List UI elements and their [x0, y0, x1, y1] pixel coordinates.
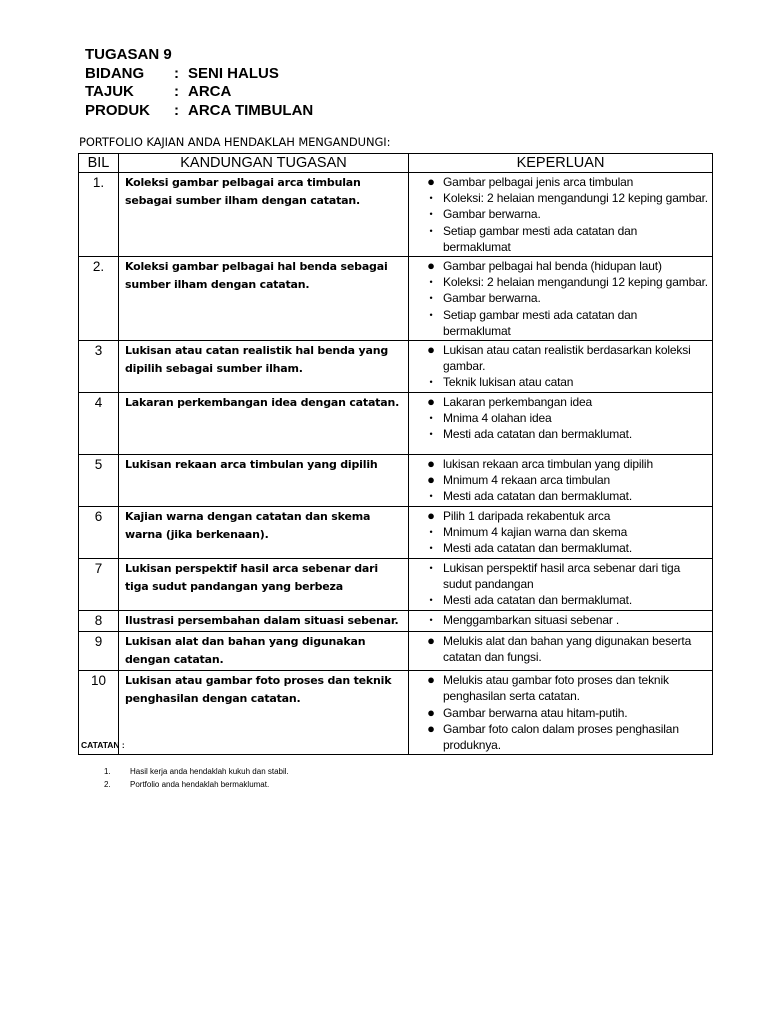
- keperluan-text: Gambar berwarna atau hitam-putih.: [443, 705, 628, 720]
- catatan-item: [104, 765, 289, 778]
- bullet-icon: ●: [427, 174, 435, 189]
- keperluan-text: Lakaran perkembangan idea: [443, 395, 593, 410]
- row-kandungan: Lukisan alat dan bahan yang digunakan dengan catatan.: [119, 632, 409, 671]
- table-row: [79, 455, 713, 507]
- keperluan-text: Mnimum 4 kajian warna dan skema: [443, 525, 628, 540]
- table-row: [79, 559, 713, 611]
- keperluan-list: [419, 342, 708, 391]
- keperluan-text: Mesti ada catatan dan bermaklumat.: [443, 593, 633, 608]
- catatan-item: [104, 778, 289, 791]
- row-kandungan: Lukisan rekaan arca timbulan yang dipilih: [119, 455, 409, 507]
- row-keperluan: [409, 610, 713, 632]
- keperluan-text: Mesti ada catatan dan bermaklumat.: [443, 489, 633, 504]
- keperluan-text: Mnimum 4 rekaan arca timbulan: [443, 473, 611, 488]
- row-kandungan: Lakaran perkembangan idea dengan catatan.: [119, 393, 409, 455]
- header-colon: :: [174, 101, 179, 119]
- keperluan-text: Koleksi: 2 helaian mengandungi 12 keping gambar.: [443, 275, 708, 290]
- row-number: 1.: [79, 173, 119, 257]
- header-value: SENI HALUS: [188, 64, 279, 82]
- keperluan-item: [419, 274, 708, 290]
- bullet-icon: •: [429, 527, 433, 538]
- bullet-icon: •: [429, 277, 433, 288]
- keperluan-item: [419, 612, 708, 628]
- keperluan-text: Gambar berwarna.: [443, 207, 541, 222]
- column-header-kandungan: KANDUNGAN TUGASAN: [119, 154, 409, 173]
- keperluan-item: [419, 206, 708, 222]
- header-row-bidang: [85, 65, 313, 84]
- keperluan-list: [419, 456, 708, 505]
- catatan-title: CATATAN :: [81, 740, 125, 750]
- row-kandungan: Ilustrasi persembahan dalam situasi sebenar.: [119, 610, 409, 632]
- bullet-icon: •: [429, 209, 433, 220]
- keperluan-item: [419, 633, 708, 665]
- table-row: [79, 671, 713, 755]
- header-row-tajuk: [85, 83, 313, 102]
- keperluan-text: Setiap gambar mesti ada catatan dan bermaklumat: [443, 307, 638, 338]
- keperluan-text: Melukis atau gambar foto proses dan teknik penghasilan serta catatan.: [443, 673, 669, 704]
- row-keperluan: [409, 559, 713, 611]
- portfolio-intro: PORTFOLIO KAJIAN ANDA HENDAKLAH MENGANDUNGI:: [79, 135, 391, 149]
- keperluan-item: [419, 721, 708, 753]
- keperluan-text: Mesti ada catatan dan bermaklumat.: [443, 427, 633, 442]
- keperluan-item: [419, 374, 708, 390]
- row-keperluan: [409, 393, 713, 455]
- bullet-icon: •: [429, 413, 433, 424]
- table-row: [79, 632, 713, 671]
- table-body: [79, 173, 713, 755]
- row-kandungan: Lukisan atau catan realistik hal benda yang dipilih sebagai sumber ilham.: [119, 341, 409, 393]
- keperluan-text: Mnima 4 olahan idea: [443, 411, 552, 426]
- bullet-icon: •: [429, 563, 433, 574]
- catatan-number: 1.: [104, 767, 111, 776]
- row-kandungan: Koleksi gambar pelbagai arca timbulan sebagai sumber ilham dengan catatan.: [119, 173, 409, 257]
- keperluan-list: [419, 394, 708, 443]
- row-number: 8: [79, 610, 119, 632]
- keperluan-text: Koleksi: 2 helaian mengandungi 12 keping gambar.: [443, 191, 708, 206]
- header-value: ARCA: [188, 83, 232, 100]
- keperluan-list: [419, 508, 708, 557]
- row-keperluan: [409, 632, 713, 671]
- keperluan-list: [419, 560, 708, 609]
- header-colon: :: [174, 83, 179, 100]
- header-label: BIDANG: [85, 64, 145, 82]
- keperluan-list: [419, 612, 708, 628]
- bullet-icon: •: [429, 543, 433, 554]
- row-kandungan: Lukisan perspektif hasil arca sebenar dari tiga sudut pandangan yang berbeza: [119, 559, 409, 611]
- keperluan-item: [419, 223, 708, 255]
- keperluan-text: Gambar foto calon dalam proses penghasilan produknya.: [443, 721, 679, 752]
- keperluan-item: [419, 426, 708, 442]
- bullet-icon: •: [429, 193, 433, 204]
- keperluan-text: Gambar berwarna.: [443, 291, 541, 306]
- bullet-icon: •: [429, 377, 433, 388]
- bullet-icon: ●: [427, 633, 435, 649]
- keperluan-text: Lukisan perspektif hasil arca sebenar dari tiga sudut pandangan: [443, 561, 681, 592]
- row-kandungan: Lukisan atau gambar foto proses dan teknik penghasilan dengan catatan.: [119, 671, 409, 755]
- header-value: ARCA TIMBULAN: [188, 101, 314, 119]
- keperluan-item: [419, 394, 708, 410]
- bullet-icon: •: [429, 225, 433, 236]
- keperluan-list: [419, 672, 708, 753]
- keperluan-text: Setiap gambar mesti ada catatan dan bermaklumat: [443, 223, 638, 254]
- bullet-icon: ●: [427, 508, 435, 524]
- portfolio-table: [78, 153, 713, 755]
- row-keperluan: [409, 341, 713, 393]
- row-number: 5: [79, 455, 119, 507]
- table-row: [79, 507, 713, 559]
- row-number: 6: [79, 507, 119, 559]
- table-row: [79, 173, 713, 257]
- row-keperluan: [409, 173, 713, 257]
- keperluan-item: [419, 472, 708, 488]
- bullet-icon: •: [429, 429, 433, 440]
- bullet-icon: ●: [427, 456, 435, 472]
- bullet-icon: ●: [427, 394, 435, 410]
- row-keperluan: [409, 257, 713, 341]
- bullet-icon: •: [429, 293, 433, 304]
- keperluan-item: [419, 456, 708, 472]
- row-number: 4: [79, 393, 119, 455]
- bullet-icon: •: [429, 614, 433, 625]
- keperluan-list: [419, 258, 708, 339]
- bullet-icon: •: [429, 309, 433, 320]
- bullet-icon: ●: [427, 342, 435, 358]
- keperluan-item: [419, 488, 708, 504]
- keperluan-list: [419, 633, 708, 665]
- bullet-icon: •: [429, 595, 433, 606]
- row-keperluan: [409, 507, 713, 559]
- header-label: PRODUK: [85, 101, 151, 119]
- keperluan-text: Menggambarkan situasi sebenar .: [443, 612, 620, 627]
- keperluan-item: [419, 540, 708, 556]
- row-keperluan: [409, 671, 713, 755]
- assignment-title: TUGASAN 9: [85, 46, 172, 63]
- keperluan-item: [419, 190, 708, 206]
- keperluan-list: [419, 174, 708, 255]
- keperluan-item: [419, 705, 708, 721]
- keperluan-item: [419, 342, 708, 374]
- catatan-list: [104, 765, 289, 791]
- header-colon: :: [174, 64, 179, 82]
- table-row: [79, 341, 713, 393]
- bullet-icon: ●: [427, 720, 435, 736]
- bullet-icon: ●: [427, 704, 435, 720]
- table-row: [79, 610, 713, 632]
- row-keperluan: [409, 455, 713, 507]
- keperluan-item: [419, 307, 708, 339]
- bullet-icon: ●: [427, 472, 435, 488]
- table-row: [79, 257, 713, 341]
- row-number: 10: [79, 671, 119, 755]
- keperluan-text: Pilih 1 daripada rekabentuk arca: [443, 509, 611, 524]
- catatan-text: Hasil kerja anda hendaklah kukuh dan stabil.: [130, 767, 289, 776]
- header-label: TAJUK: [85, 83, 134, 100]
- keperluan-item: [419, 410, 708, 426]
- keperluan-item: [419, 174, 708, 190]
- keperluan-item: [419, 524, 708, 540]
- bullet-icon: ●: [427, 258, 435, 274]
- row-number: 3: [79, 341, 119, 393]
- keperluan-item: [419, 592, 708, 608]
- keperluan-text: Mesti ada catatan dan bermaklumat.: [443, 541, 633, 556]
- bullet-icon: ●: [427, 672, 435, 688]
- header-row-produk: [85, 102, 313, 121]
- keperluan-text: Teknik lukisan atau catan: [443, 375, 574, 390]
- column-header-bil: BIL: [79, 154, 119, 173]
- keperluan-text: lukisan rekaan arca timbulan yang dipilih: [443, 457, 653, 472]
- keperluan-item: [419, 508, 708, 524]
- keperluan-item: [419, 560, 708, 592]
- row-kandungan: Koleksi gambar pelbagai hal benda sebagai sumber ilham dengan catatan.: [119, 257, 409, 341]
- table-header-row: [79, 154, 713, 173]
- row-number: 2.: [79, 257, 119, 341]
- row-number: 9: [79, 632, 119, 671]
- column-header-keperluan: KEPERLUAN: [409, 154, 713, 173]
- catatan-number: 2.: [104, 780, 111, 789]
- keperluan-text: Gambar pelbagai jenis arca timbulan: [443, 175, 634, 189]
- bullet-icon: •: [429, 491, 433, 502]
- catatan-text: Portfolio anda hendaklah bermaklumat.: [130, 780, 270, 789]
- keperluan-item: [419, 672, 708, 704]
- keperluan-item: [419, 290, 708, 306]
- row-kandungan: Kajian warna dengan catatan dan skema warna (jika berkenaan).: [119, 507, 409, 559]
- keperluan-text: Melukis alat dan bahan yang digunakan beserta catatan dan fungsi.: [443, 634, 692, 665]
- assignment-header: [85, 46, 313, 120]
- row-number: 7: [79, 559, 119, 611]
- keperluan-text: Lukisan atau catan realistik berdasarkan koleksi gambar.: [443, 343, 691, 374]
- keperluan-item: [419, 258, 708, 274]
- table-row: [79, 393, 713, 455]
- keperluan-text: Gambar pelbagai hal benda (hidupan laut): [443, 259, 662, 274]
